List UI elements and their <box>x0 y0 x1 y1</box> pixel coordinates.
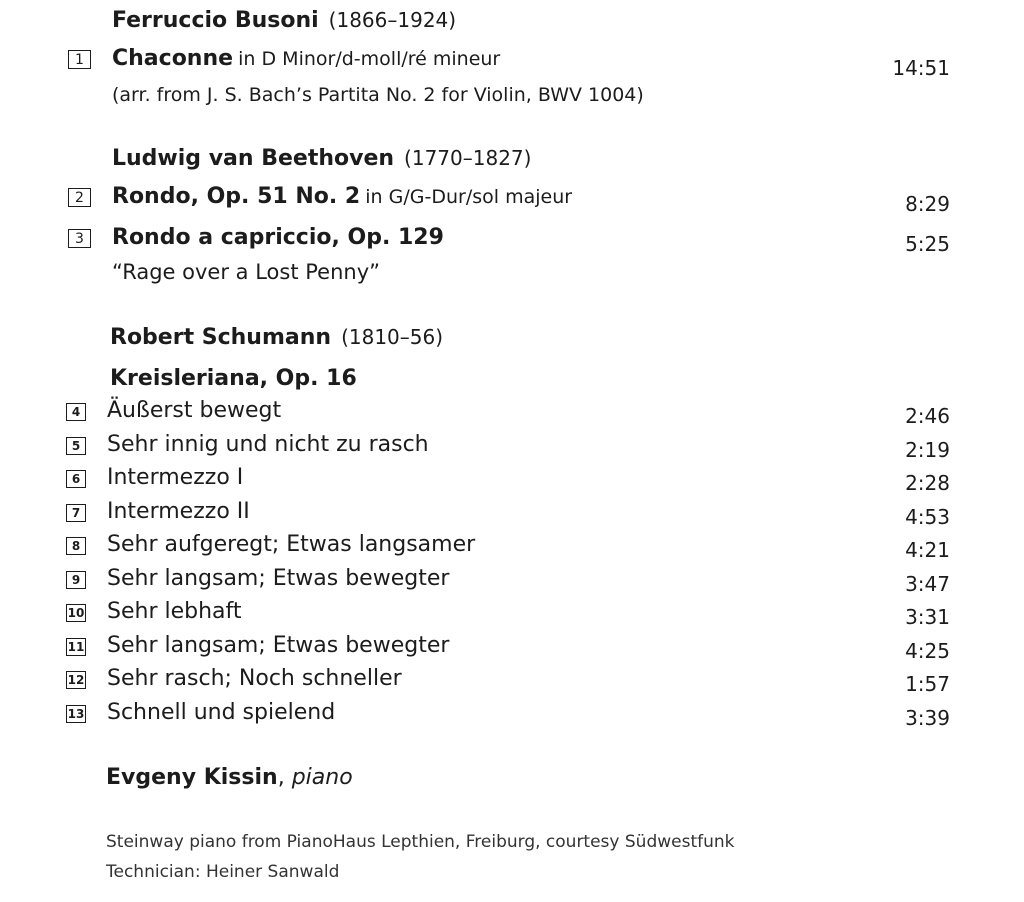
performer-sep: , <box>277 765 292 790</box>
track-title-line <box>112 184 572 209</box>
track-duration: 3:39 <box>905 706 950 730</box>
track-title-line <box>112 46 500 71</box>
composer-name: Ferruccio Busoni <box>112 8 319 33</box>
track-number: 6 <box>66 470 86 488</box>
track-number: 2 <box>68 188 91 207</box>
track-subtitle: “Rage over a Lost Penny” <box>112 260 380 284</box>
composer-dates: (1770–1827) <box>404 146 532 170</box>
track-title: Chaconne <box>112 46 234 71</box>
track-number: 5 <box>66 437 86 455</box>
track-title: Intermezzo II <box>107 499 250 524</box>
work-title: Kreisleriana, Op. 16 <box>110 366 357 391</box>
track-title: Sehr langsam; Etwas bewegter <box>107 566 450 591</box>
credit-line: Steinway piano from PianoHaus Lepthien, Freiburg, courtesy Südwestfunk <box>106 832 735 852</box>
composer-name: Ludwig van Beethoven <box>112 146 395 171</box>
track-duration: 14:51 <box>892 56 950 80</box>
composer-dates: (1810–56) <box>341 325 444 349</box>
performer <box>106 765 353 790</box>
track-subtitle: (arr. from J. S. Bach’s Partita No. 2 for Violin, BWV 1004) <box>112 84 644 106</box>
track-duration: 8:29 <box>905 192 950 216</box>
track-title: Sehr rasch; Noch schneller <box>107 666 402 691</box>
track-title: Schnell und spielend <box>107 700 336 725</box>
track-detail: in D Minor/d-moll/ré mineur <box>238 48 501 70</box>
track-duration: 4:53 <box>905 505 950 529</box>
track-number: 9 <box>66 571 86 589</box>
track-number: 1 <box>68 50 91 69</box>
track-title: Äußerst bewegt <box>107 398 282 423</box>
composer-name: Robert Schumann <box>110 325 332 350</box>
track-number: 3 <box>68 229 91 248</box>
track-title: Sehr lebhaft <box>107 599 242 624</box>
track-number: 12 <box>67 673 85 687</box>
track-number: 13 <box>67 707 85 721</box>
track-duration: 4:21 <box>905 538 950 562</box>
track-detail: in G/G-Dur/sol majeur <box>365 186 573 208</box>
track-title: Intermezzo I <box>107 465 244 490</box>
track-title-line <box>112 225 444 250</box>
composer-heading <box>110 325 443 350</box>
credit-line: Technician: Heiner Sanwald <box>106 862 340 882</box>
track-number: 8 <box>66 537 86 555</box>
track-number: 7 <box>66 504 86 522</box>
track-number: 4 <box>66 403 86 421</box>
track-duration: 1:57 <box>905 672 950 696</box>
track-title: Rondo a capriccio, Op. 129 <box>112 225 444 250</box>
track-duration: 2:19 <box>905 438 950 462</box>
track-duration: 2:46 <box>905 404 950 428</box>
performer-instrument: piano <box>291 765 353 790</box>
track-duration: 3:47 <box>905 572 950 596</box>
track-duration: 2:28 <box>905 471 950 495</box>
track-duration: 5:25 <box>905 232 950 256</box>
composer-dates: (1866–1924) <box>328 8 457 32</box>
composer-heading <box>112 146 531 171</box>
track-duration: 4:25 <box>905 639 950 663</box>
track-title: Sehr langsam; Etwas bewegter <box>107 633 450 658</box>
track-title: Sehr aufgeregt; Etwas langsamer <box>107 532 476 557</box>
composer-heading <box>112 8 456 33</box>
track-title: Sehr innig und nicht zu rasch <box>107 432 429 457</box>
track-duration: 3:31 <box>905 605 950 629</box>
track-number: 10 <box>67 606 85 620</box>
track-number: 11 <box>67 640 85 654</box>
track-title: Rondo, Op. 51 No. 2 <box>112 184 361 209</box>
performer-name: Evgeny Kissin <box>106 765 278 790</box>
